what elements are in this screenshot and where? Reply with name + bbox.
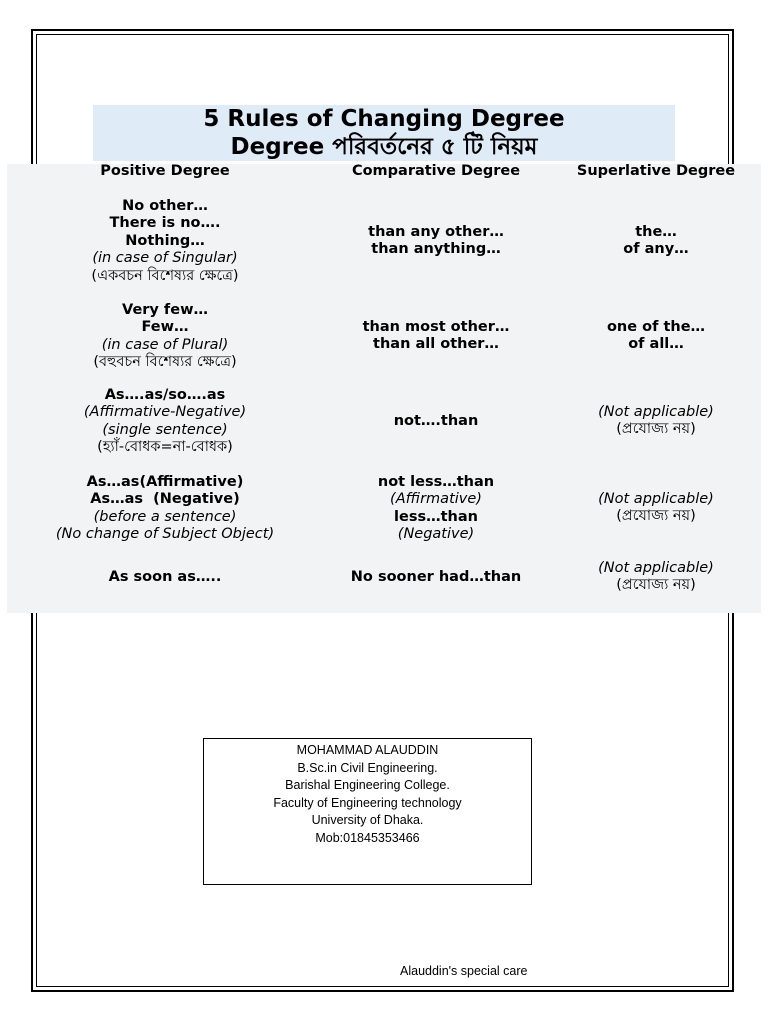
rule-5-positive [30, 569, 300, 586]
rule-4-comparative-line: less…than [394, 508, 478, 525]
rule-5-superlative-note-bangla: (প্রযোজ্য নয়) [616, 577, 696, 594]
author-card [203, 738, 532, 885]
rule-4-superlative-note: (Not applicable) [598, 491, 714, 507]
rule-2-positive-line: Few… [141, 319, 189, 336]
rule-1-comparative [310, 224, 562, 259]
author-university: University of Dhaka. [311, 813, 424, 828]
rule-5-comparative [310, 569, 562, 586]
rule-3-superlative [560, 404, 752, 439]
rule-4-positive-note: (before a sentence) [93, 508, 237, 525]
rule-4-comparative-note: (Negative) [397, 526, 475, 543]
rule-1-superlative [560, 224, 752, 259]
rule-1-comparative-line: than any other… [368, 224, 504, 240]
header-superlative-degree: Superlative Degree [576, 163, 736, 179]
rule-1-positive-note: (in case of Singular) [92, 250, 238, 267]
rule-3-positive-note: (Affirmative-Negative) [83, 404, 247, 421]
rule-2-superlative [560, 319, 752, 354]
rule-3-superlative-note-bangla: (প্রযোজ্য নয়) [616, 421, 696, 438]
rule-5-superlative [560, 560, 752, 595]
title-line-2: Degree পরিবর্তনের ৫ টি নিয়ম [230, 134, 538, 160]
rule-3-positive-note: (single sentence) [102, 421, 228, 438]
rule-4-positive-line: As…as(Affirmative) [86, 474, 244, 490]
rule-3-positive [30, 387, 300, 457]
rule-1-positive-line: There is no…. [109, 215, 221, 232]
rule-4-positive-line: As…as (Negative) [90, 491, 240, 508]
rule-4-superlative [560, 491, 752, 526]
rule-3-positive-line: As….as/so….as [104, 387, 226, 403]
rule-1-positive-line: Nothing… [125, 232, 205, 249]
rule-2-positive-note-bangla: (বহুবচন বিশেষ্যর ক্ষেত্রে) [93, 354, 237, 371]
rule-2-comparative [310, 319, 562, 354]
header-comparative-degree: Comparative Degree [351, 163, 521, 179]
rule-2-superlative-line: of all… [628, 336, 684, 353]
rule-2-comparative-line: than all other… [373, 336, 499, 353]
author-faculty: Faculty of Engineering technology [273, 795, 462, 810]
author-degree: B.Sc.in Civil Engineering. [297, 760, 438, 775]
rule-5-positive-line: As soon as….. [108, 569, 222, 585]
rule-4-comparative-line: not less…than [377, 474, 495, 490]
rule-2-positive-line: Very few… [122, 302, 208, 318]
author-name: MOHAMMAD ALAUDDIN [296, 743, 439, 757]
rule-4-comparative-note: (Affirmative) [390, 491, 482, 508]
rule-3-superlative-note: (Not applicable) [598, 404, 714, 420]
rule-1-positive-note-bangla: (একবচন বিশেষ্যর ক্ষেত্রে) [91, 267, 239, 284]
rule-4-positive-note: (No change of Subject Object) [55, 526, 275, 543]
rule-4-positive [30, 474, 300, 544]
rule-3-comparative [310, 413, 562, 430]
rule-2-superlative-line: one of the… [606, 319, 706, 335]
rule-1-superlative-line: the… [635, 224, 677, 240]
rule-4-comparative [310, 474, 562, 544]
rule-2-positive [30, 302, 300, 372]
rule-2-positive-note: (in case of Plural) [101, 336, 229, 353]
rule-2-comparative-line: than most other… [362, 319, 510, 335]
footer-note: Alauddin's special care [400, 964, 528, 978]
rule-1-positive [30, 198, 300, 285]
author-mobile: Mob:01845353466 [315, 830, 420, 845]
rule-1-comparative-line: than anything… [371, 241, 501, 258]
rule-4-superlative-note-bangla: (প্রযোজ্য নয়) [616, 508, 696, 525]
author-college: Barishal Engineering College. [285, 778, 450, 793]
rule-1-superlative-line: of any… [623, 241, 689, 258]
title-banner [93, 105, 675, 161]
title-line-1: 5 Rules of Changing Degree [203, 106, 565, 132]
rule-5-comparative-line: No sooner had…than [350, 569, 522, 585]
rule-3-positive-note-bangla: (হ্যাঁ-বোধক=না-বোধক) [97, 439, 233, 456]
header-positive-degree: Positive Degree [100, 163, 230, 179]
rule-5-superlative-note: (Not applicable) [598, 560, 714, 576]
rule-1-positive-line: No other… [122, 198, 208, 214]
rule-3-comparative-line: not….than [393, 413, 479, 429]
